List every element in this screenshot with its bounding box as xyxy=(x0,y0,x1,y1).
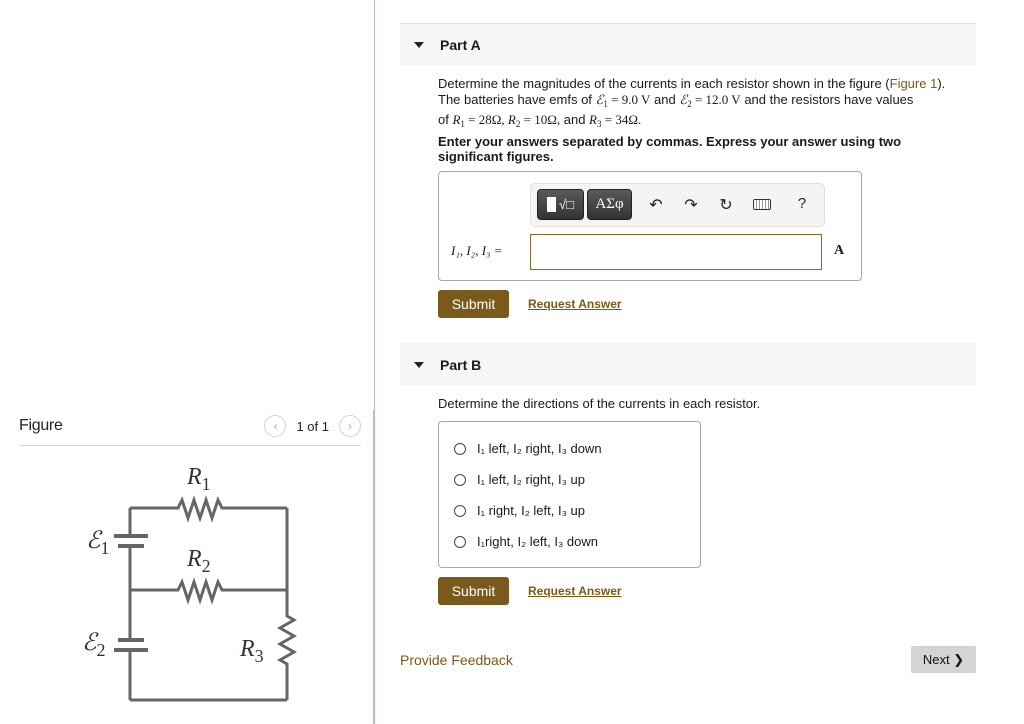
figure-link[interactable]: Figure 1 xyxy=(889,76,938,91)
template-box-icon xyxy=(547,197,556,212)
choice-option[interactable] xyxy=(454,472,585,487)
choice-option[interactable] xyxy=(454,534,598,549)
keyboard-icon[interactable] xyxy=(753,199,773,210)
radio-button[interactable] xyxy=(454,505,466,517)
choice-option[interactable] xyxy=(454,441,602,456)
collapse-caret-icon xyxy=(414,42,424,48)
part-a-request-answer-link[interactable]: Request Answer xyxy=(528,297,622,311)
unit-label: A xyxy=(834,243,845,258)
r2-label: $R_2$ xyxy=(187,546,211,576)
part-a-header[interactable] xyxy=(400,23,976,66)
collapse-caret-icon xyxy=(414,362,424,368)
choice-label: I₁ right, I₂ left, I₃ up xyxy=(477,503,585,518)
choice-option[interactable] xyxy=(454,503,585,518)
reset-icon[interactable]: ↻ xyxy=(719,197,733,214)
radical-icon: √□ xyxy=(559,197,574,212)
help-button[interactable]: ? xyxy=(797,195,807,212)
part-a-instructions: Enter your answers separated by commas. Express your answer using two significant figures. xyxy=(438,134,902,164)
r3-label: $R_3$ xyxy=(240,636,264,666)
radio-button[interactable] xyxy=(454,443,466,455)
radio-button[interactable] xyxy=(454,536,466,548)
figure-counter: 1 of 1 xyxy=(296,418,329,434)
choice-label: I₁ left, I₂ right, I₃ up xyxy=(477,472,585,487)
next-button[interactable]: Next ❯ xyxy=(911,646,976,673)
choice-list xyxy=(438,421,701,568)
chevron-left-icon: ‹ xyxy=(273,419,278,433)
math-toolbar xyxy=(530,183,825,227)
answer-input[interactable] xyxy=(530,234,822,270)
e2-label: ℰ$_2$ xyxy=(82,630,106,660)
r1-label: $R_1$ xyxy=(187,464,211,494)
choice-label: I₁right, I₂ left, I₃ down xyxy=(477,534,598,549)
figure-title: Figure xyxy=(19,417,63,434)
templates-button[interactable] xyxy=(537,189,584,220)
chevron-right-icon: › xyxy=(348,419,352,433)
part-b-header[interactable] xyxy=(400,343,976,386)
next-figure-button[interactable] xyxy=(339,415,361,437)
answer-box xyxy=(438,171,862,281)
figure-header xyxy=(19,414,361,446)
part-a-submit-button[interactable]: Submit xyxy=(438,290,509,318)
part-a-title: Part A xyxy=(440,37,481,53)
part-a-prompt: Determine the magnitudes of the currents in each resistor shown in the figure (Figure 1). The batteries have emfs of ℰ$_1$ = 9.0 V and ℰ$_2$ = 12.0 V and the resistors have values of $R_1 = 28\Omega$, $R_2 = 10\Omega$, and $R_3 = 34\Omega$. xyxy=(438,76,946,129)
symbols-button[interactable]: ΑΣφ xyxy=(587,189,632,220)
part-b-submit-button[interactable]: Submit xyxy=(438,577,509,605)
answer-label: I₁, I₂, I₃ = xyxy=(451,243,503,258)
pane-divider-handle[interactable] xyxy=(373,410,375,724)
figure-navigation xyxy=(264,415,361,437)
figure-pane xyxy=(0,0,374,724)
e1-label: ℰ$_1$ xyxy=(86,528,110,558)
radio-button[interactable] xyxy=(454,474,466,486)
redo-icon[interactable]: ↷ xyxy=(684,197,698,214)
provide-feedback-link[interactable]: Provide Feedback xyxy=(400,652,513,668)
prev-figure-button[interactable] xyxy=(264,415,286,437)
part-b-request-answer-link[interactable]: Request Answer xyxy=(528,584,622,598)
choice-label: I₁ left, I₂ right, I₃ down xyxy=(477,441,602,456)
part-b-prompt: Determine the directions of the currents in each resistor. xyxy=(438,396,761,411)
part-b-title: Part B xyxy=(440,356,482,373)
circuit-diagram xyxy=(70,450,310,710)
undo-icon[interactable]: ↶ xyxy=(649,197,663,214)
